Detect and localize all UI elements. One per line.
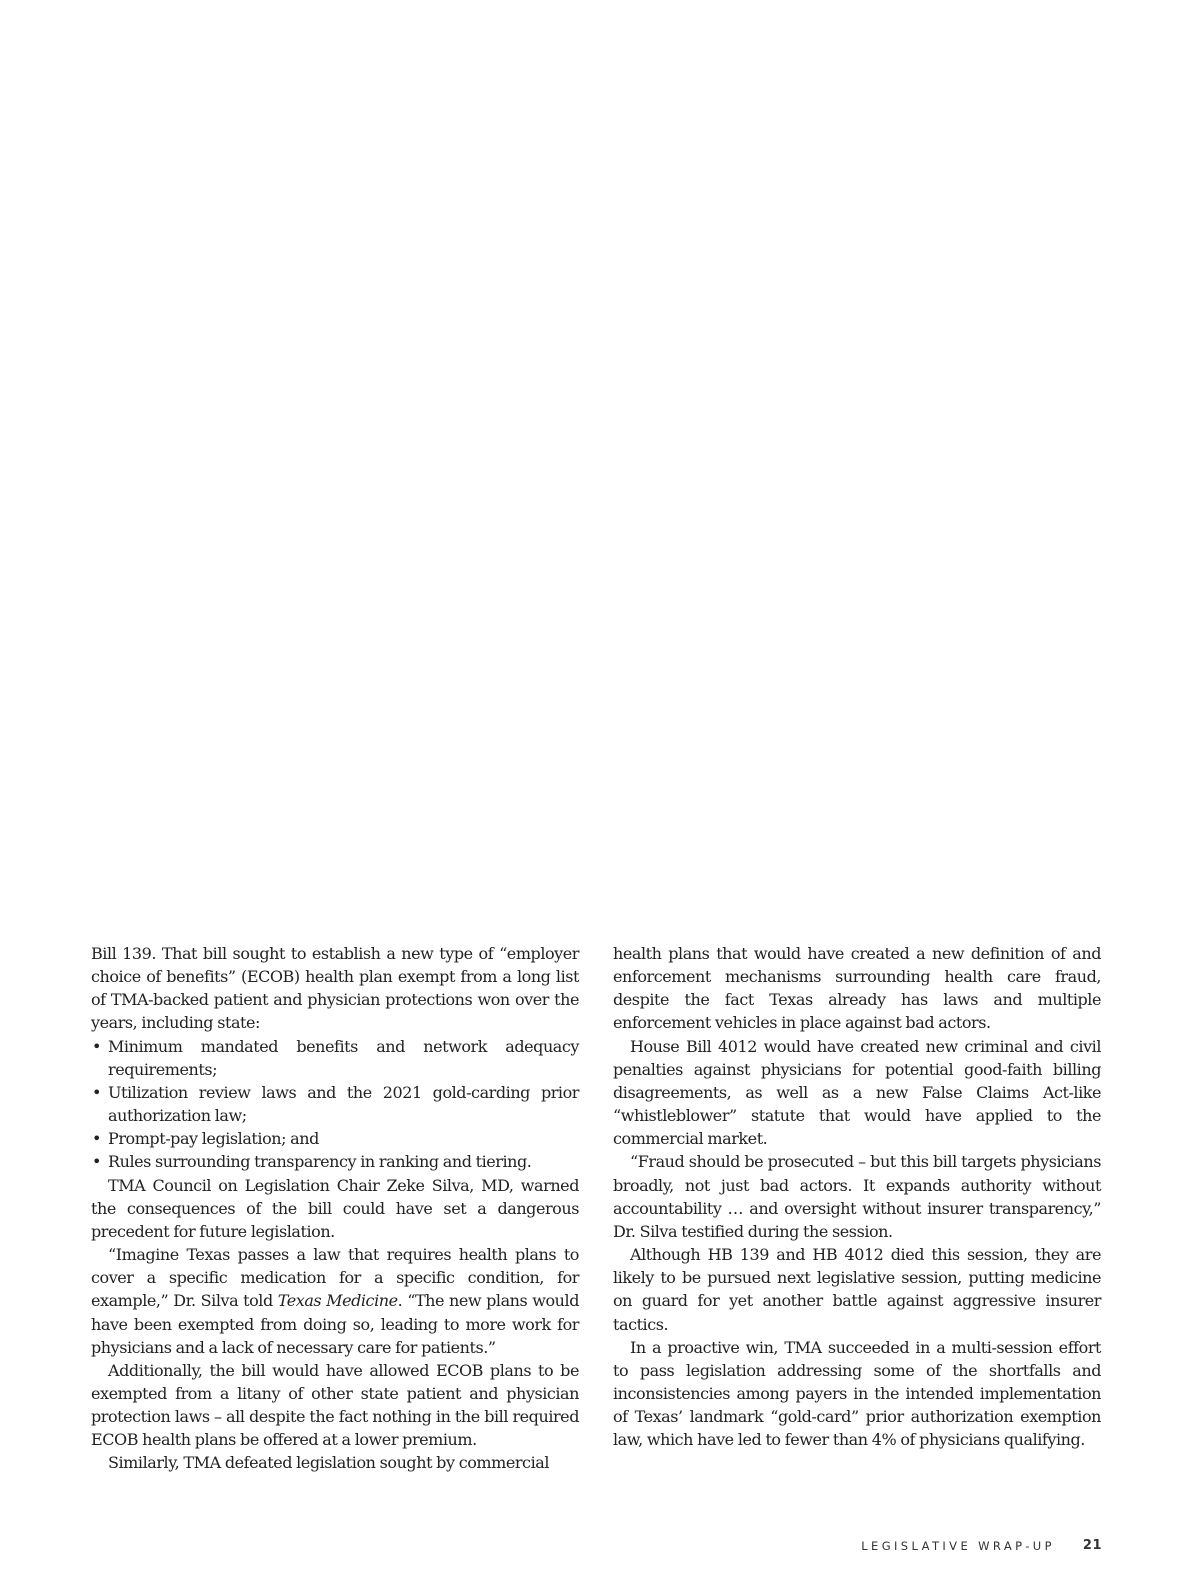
body-paragraph: Additionally, the bill would have allowed ECOB plans to be exempted from a litany of other state patient and physician protection laws – all despite the fact nothing in the bill required ECOB health plans be offered at a lower premium. — [91, 1360, 579, 1450]
list-item: • Utilization review laws and the 2021 gold-carding prior authorization law; — [91, 1081, 579, 1127]
body-paragraph-quote — [91, 1243, 579, 1359]
body-paragraph: Although HB 139 and HB 4012 died this session, they are likely to be pursued next legislative session, putting medicine on guard for yet another battle against aggressive insurer tactics. — [613, 1245, 1101, 1334]
list-item: • Rules surrounding transparency in ranking and tiering. — [91, 1150, 579, 1173]
body-paragraph: House Bill 4012 would have created new criminal and civil penalties against physicians for potential good-faith billing disagreements, as well as a new False Claims Act-like “whistleblower” statute that would have applied to the commercial market. — [613, 1036, 1101, 1149]
right-column — [613, 942, 1101, 1451]
body-paragraph: health plans that would have created a new definition of and enforcement mechanisms surrounding health care fraud, despite the fact Texas already has laws and multiple enforcement vehicles in place against bad actors. — [613, 944, 1101, 1033]
body-paragraph: Bill 139. That bill sought to establish a new type of “employer choice of benefits” (ECOB) health plan exempt from a long list of TMA-backed patient and physician protections won over the years, including state: — [91, 944, 579, 1033]
publication-title: Texas Medicine — [277, 1291, 398, 1311]
body-paragraph: “Fraud should be prosecuted – but this bill targets physicians broadly, not just bad actors. It expands authority without accountability … and oversight without insurer transparency,” Dr. Silva testified during the session. — [613, 1152, 1101, 1241]
page-footer — [861, 1538, 1102, 1553]
body-paragraph: In a proactive win, TMA succeeded in a multi-session effort to pass legislation addressing some of the shortfalls and inconsistencies among payers in the intended implementation of Texas’ landmark “gold-card” prior authorization exemption law, which have led to fewer than 4% of physicians qualifying. — [613, 1337, 1101, 1450]
left-column — [91, 942, 579, 1475]
body-paragraph: TMA Council on Legislation Chair Zeke Silva, MD, warned the consequences of the bill could have set a dangerous precedent for future legislation. — [91, 1175, 579, 1241]
page-number: 21 — [1082, 1538, 1102, 1553]
list-item: • Prompt-pay legislation; and — [91, 1127, 579, 1150]
quote-text: “Imagine Texas passes a law that requires health plans to cover a specific medication for a specific condition, for example,” Dr. Silva told — [91, 1245, 579, 1311]
quote-text-continued: . “The new plans would have been exempted from doing so, leading to more work for physicians and a lack of necessary care for patients.” — [91, 1291, 579, 1357]
bullet-list — [91, 1035, 579, 1174]
body-paragraph: Similarly, TMA defeated legislation sought by commercial — [108, 1453, 549, 1473]
section-label: LEGISLATIVE WRAP-UP — [861, 1538, 1055, 1553]
list-item: • Minimum mandated benefits and network adequacy requirements; — [91, 1035, 579, 1081]
